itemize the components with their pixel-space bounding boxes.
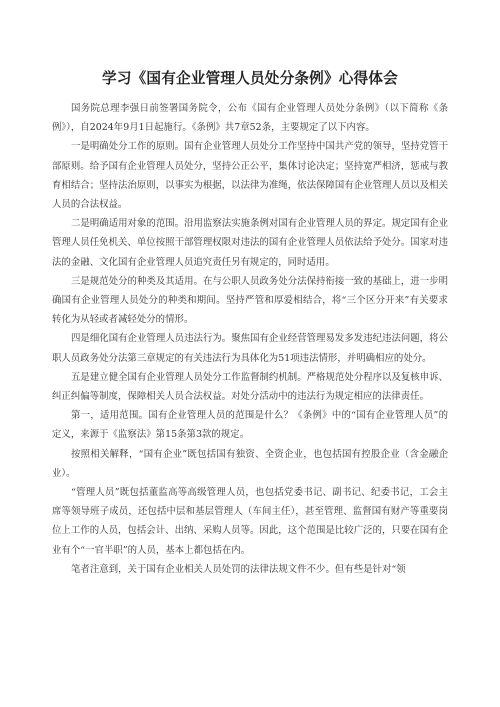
paragraph-author-note: 笔者注意到，关于国有企业相关人员处罚的法律法规文件不少。但有些是针对“领 (71, 563, 406, 575)
paragraph-principles: 一是明确处分工作的原则。国有企业管理人员处分工作坚持中国共产党的领导，坚持党管干部原则。给予国有企业管理人员处分，坚持公正公平，集体讨论决定；坚持宽严相济，惩戒与教育相结合；坚持法治原则，以事实为根据，以法律为准绳，依法保障国有企业管理人员以及相关人员的合法权益。 (52, 141, 449, 211)
paragraph-first-scope: 第一，适用范围。国有企业管理人员的范围是什么？《条例》中的“国有企业管理人员”的定义，来源于《监察法》第15条第3款的规定。 (52, 410, 448, 441)
paragraph-soe-definition: 按照相关解释，“国有企业”既包括国有独资、全资企业，也包括国有控股企业（含金融企业）。 (52, 448, 448, 479)
paragraph-violations: 四是细化国有企业管理人员违法行为。聚焦国有企业经营管理易发多发违纪违法问题，将公职人员政务处分法第三章规定的有关违法行为具体化为51项违法情形，并明确相应的处分。 (52, 333, 449, 364)
paragraph-types: 三是规范处分的种类及其适用。在与公职人员政务处分法保持衔接一致的基础上，进一步明确国有企业管理人员处分的种类和期间。坚持严管和厚爱相结合，将“三个区分开来”有关要求转化为从轻或者减轻处分的情形。 (52, 275, 449, 326)
paragraph-intro: 国务院总理李强日前签署国务院令，公布《国有企业管理人员处分条例》（以下简称《条例》），自2024年9月1日起施行。《条例》共7章52条，主要规定了以下内容。 (52, 103, 448, 134)
document-title: 学习《国有企业管理人员处分条例》心得体会 (102, 70, 398, 87)
paragraph-scope: 二是明确适用对象的范围。沿用监察法实施条例对国有企业管理人员的界定。规定国有企业管理人员任免机关、单位按照干部管理权限对违法的国有企业管理人员依法给予处分。国家对违法的金融、文化国有企业管理人员追究责任另有规定的，同时适用。 (52, 218, 449, 268)
paragraph-supervision: 五是建立健全国有企业管理人员处分工作监督制约机制。严格规范处分程序以及复核申诉、纠正纠偏等制度，保障相关人员合法权益。对处分活动中的违法行为规定相应的法律责任。 (52, 371, 449, 403)
paragraph-managers-definition: “管理人员”既包括董监高等高级管理人员，也包括党委书记、副书记、纪委书记，工会主席等领导班子成员，还包括中层和基层管理人（车间主任），甚至管理、监督国有财产等重要岗位上工作的人员，包括会计、出纳、采购人员等。因此，这个范围是比较广泛的，只要在国有企业有个“一官半职”的人员，基本上都包括在内。 (52, 487, 448, 556)
